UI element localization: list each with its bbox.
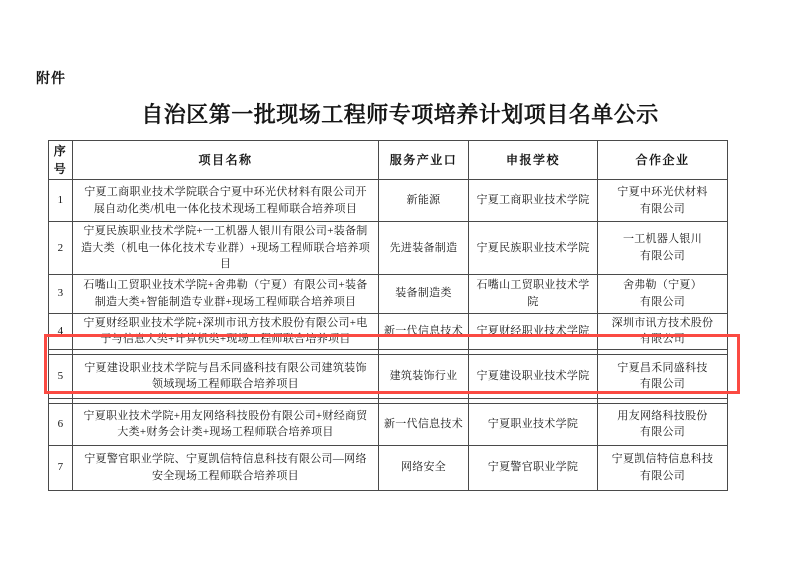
cell-school: 宁夏警官职业学院 xyxy=(469,445,598,490)
cell-project: 宁夏工商职业技术学院联合宁夏中环光伏材料有限公司开展自动化类/机电一体化技术现场工程师联合培养项目 xyxy=(73,180,379,222)
enterprise-suffix: 有限公司 xyxy=(639,426,686,438)
cell-school: 宁夏工商职业技术学院 xyxy=(469,180,598,222)
cell-project: 宁夏警官职业学院、宁夏凯信特信息科技有限公司—网络安全现场工程师联合培养项目 xyxy=(73,445,379,490)
cell-project: 宁夏建设职业技术学院与昌禾同盛科技有限公司建筑装饰领域现场工程师联合培养项目 xyxy=(73,354,379,398)
cell-industry: 网络安全 xyxy=(379,445,469,490)
cell-enterprise xyxy=(598,313,728,349)
col-header-industry: 服务产业口 xyxy=(379,141,469,180)
cell-school: 宁夏民族职业技术学院 xyxy=(469,222,598,275)
enterprise-suffix: 有限公司 xyxy=(639,333,686,345)
cell-no: 5 xyxy=(49,354,73,398)
enterprise-suffix: 有限公司 xyxy=(639,469,686,482)
cell-industry: 新能源 xyxy=(379,180,469,222)
table-row xyxy=(49,180,728,222)
cell-project: 宁夏民族职业技术学院+一工机器人银川有限公司+装备制造大类（机电一体化技术专业群）+现场工程师联合培养项目 xyxy=(73,222,379,275)
table-row xyxy=(49,445,728,490)
cell-industry: 新一代信息技术 xyxy=(379,313,469,349)
col-header-no: 序号 xyxy=(49,141,73,180)
cell-project: 宁夏财经职业技术学院+深圳市讯方技术股份有限公司+电子与信息大类+计算机类+现场工程师联合培养项目 xyxy=(73,313,379,349)
cell-project: 宁夏职业技术学院+用友网络科技股份有限公司+财经商贸大类+财务会计类+现场工程师联合培养项目 xyxy=(73,403,379,445)
page-title: 自治区第一批现场工程师专项培养计划项目名单公示 xyxy=(141,102,659,127)
enterprise-suffix: 有限公司 xyxy=(639,378,686,390)
enterprise-name: 深圳市讯方技术股份 xyxy=(611,316,714,329)
table-row xyxy=(49,403,728,445)
cell-school: 宁夏建设职业技术学院 xyxy=(469,354,598,398)
cell-no: 7 xyxy=(49,445,73,490)
cell-enterprise xyxy=(598,354,728,398)
col-header-enterprise: 合作企业 xyxy=(598,141,728,180)
cell-enterprise xyxy=(598,222,728,275)
table-row xyxy=(49,222,728,275)
cell-school: 石嘴山工贸职业技术学院 xyxy=(469,274,598,313)
cell-enterprise xyxy=(598,445,728,490)
col-header-project: 项目名称 xyxy=(73,141,379,180)
cell-enterprise xyxy=(598,180,728,222)
enterprise-name: 用友网络科技股份 xyxy=(617,409,708,422)
enterprise-suffix: 有限公司 xyxy=(639,249,686,262)
col-header-school: 申报学校 xyxy=(469,141,598,180)
enterprise-name: 宁夏昌禾同盛科技 xyxy=(617,361,708,374)
table-row-highlighted xyxy=(49,354,728,398)
enterprise-name: 宁夏凯信特信息科技 xyxy=(611,453,714,465)
cell-school: 宁夏财经职业技术学院 xyxy=(469,313,598,349)
cell-no: 6 xyxy=(49,403,73,445)
cell-enterprise xyxy=(598,403,728,445)
cell-industry: 装备制造类 xyxy=(379,274,469,313)
enterprise-suffix: 有限公司 xyxy=(639,295,686,308)
cell-industry: 建筑装饰行业 xyxy=(379,354,469,398)
enterprise-name: 宁夏中环光伏材料 xyxy=(617,186,708,198)
table-row xyxy=(49,274,728,313)
enterprise-name: 舍弗勒（宁夏） xyxy=(622,279,703,291)
enterprise-suffix: 有限公司 xyxy=(639,202,686,215)
attachment-label: 附件 xyxy=(36,72,66,87)
table-header-row xyxy=(49,141,728,180)
cell-enterprise xyxy=(598,274,728,313)
cell-no: 4 xyxy=(49,313,73,349)
cell-industry: 新一代信息技术 xyxy=(379,403,469,445)
cell-industry: 先进装备制造 xyxy=(379,222,469,275)
cell-no: 3 xyxy=(49,274,73,313)
table-row xyxy=(49,313,728,349)
cell-no: 1 xyxy=(49,180,73,222)
cell-project: 石嘴山工贸职业技术学院+舍弗勒（宁夏）有限公司+装备制造大类+智能制造专业群+现场工程师联合培养项目 xyxy=(73,274,379,313)
projects-table xyxy=(48,140,728,491)
enterprise-name: 一工机器人银川 xyxy=(622,233,703,246)
cell-school: 宁夏职业技术学院 xyxy=(469,403,598,445)
cell-no: 2 xyxy=(49,222,73,275)
